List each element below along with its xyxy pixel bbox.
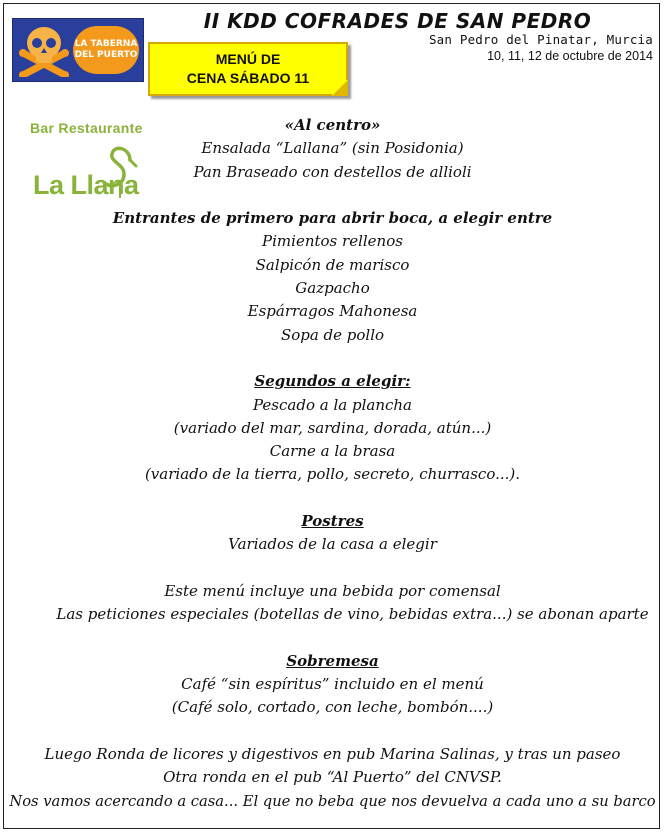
menu-note-box (148, 42, 348, 96)
location-text: San Pedro del Pinatar, Murcia (428, 32, 653, 47)
menu-item: Pimientos rellenos (262, 232, 403, 251)
llana-logo-main: La Llana (33, 170, 139, 200)
section-heading-segundos: Segundos a elegir: (254, 372, 411, 391)
section-heading-entrantes: Entrantes de primero para abrir boca, a elegir entre (112, 209, 553, 228)
closing-line: Otra ronda en el pub “Al Puerto” del CNVSP. (163, 768, 502, 787)
taberna-logo-badge (73, 26, 139, 74)
taberna-logo (12, 18, 144, 82)
menu-item: Pan Braseado con destellos de allioli (193, 162, 472, 181)
skull-crossbones-icon (17, 23, 71, 77)
closing-line: Luego Ronda de licores y digestivos en pub Marina Salinas, y tras un paseo (44, 745, 621, 764)
menu-item: Sopa de pollo (280, 325, 385, 344)
menu-item: Gazpacho (295, 279, 370, 298)
menu-body (0, 114, 665, 813)
menu-sticky-note (148, 42, 354, 102)
section-heading-postres: Postres (301, 512, 364, 531)
note-line2: CENA SÁBADO 11 (186, 70, 310, 86)
dates-text: 10, 11, 12 de octubre de 2014 (487, 49, 653, 63)
closing-line: Nos vamos acercando a casa... El que no beba que nos devuelva a cada uno a su barco (9, 792, 656, 810)
drink-note: Este menú incluye una bebida por comensal (164, 581, 501, 600)
menu-item: (variado de la tierra, pollo, secreto, churrasco...). (144, 465, 521, 484)
menu-item: Salpicón de marisco (255, 255, 410, 274)
menu-item: (Café solo, cortado, con leche, bombón....) (171, 698, 494, 717)
taberna-logo-line1: LA TABERNA (74, 39, 138, 49)
menu-item: (variado del mar, sardina, dorada, atún...) (173, 418, 492, 437)
menu-item: Ensalada “Lallana” (sin Posidonia) (201, 139, 464, 158)
menu-item: Variados de la casa a elegir (228, 535, 437, 554)
menu-item: Pescado a la plancha (253, 395, 412, 414)
drink-note: Las peticiones especiales (botellas de vino, bebidas extra...) se abonan aparte (56, 605, 649, 624)
section-heading-centro: «Al centro» (284, 116, 381, 134)
menu-item: Espárragos Mahonesa (247, 302, 418, 321)
taberna-logo-line2: DEL PUERTO (74, 50, 138, 60)
section-heading-sobremesa: Sobremesa (286, 651, 379, 670)
page-title: II KDD COFRADES DE SAN PEDRO (203, 9, 592, 33)
note-folded-corner (332, 80, 348, 96)
llana-logo-top: Bar Restaurante (30, 120, 143, 136)
note-line1: MENÚ DE (215, 51, 281, 67)
menu-item: Carne a la brasa (269, 442, 396, 461)
menu-item: Café “sin espíritus” incluido en el menú (181, 675, 484, 694)
